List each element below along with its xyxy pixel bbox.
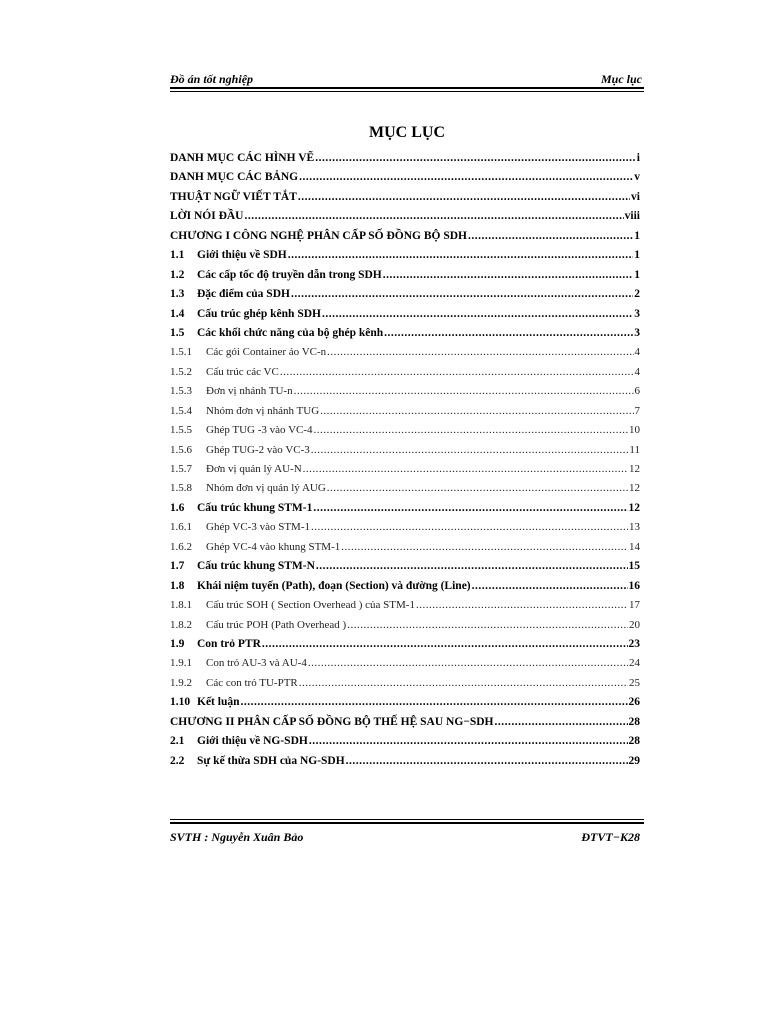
- toc-entry-page: i: [636, 152, 640, 164]
- footer-left-text: SVTH : Nguyễn Xuân Bảo: [170, 830, 304, 844]
- toc-entry-page: 1: [634, 229, 640, 242]
- toc-entry-title: DANH MỤC CÁC BẢNG: [170, 171, 299, 184]
- toc-leader-dots: [316, 560, 628, 572]
- toc-entry[interactable]: [170, 560, 640, 579]
- toc-entry-number: 1.5: [170, 326, 185, 339]
- toc-entry-number: 1.1: [170, 249, 185, 262]
- toc-leader-dots: [327, 482, 628, 494]
- footer-rule-thin: [170, 819, 644, 820]
- toc-entry-number: 1.6.2: [170, 540, 192, 553]
- toc-entry-page: 2: [634, 288, 640, 301]
- toc-entry[interactable]: [170, 230, 640, 249]
- toc-entry-number: 1.9: [170, 637, 185, 650]
- toc-entry-title: Đơn vị quản lý AU-N: [206, 463, 302, 475]
- toc-entry-title: Con trỏ AU-3 và AU-4: [206, 657, 307, 670]
- toc-entry-number: 1.5.3: [170, 385, 192, 398]
- toc-entry-page: 17: [629, 599, 640, 612]
- toc-entry-number: 2.2: [170, 754, 185, 767]
- toc-leader-dots: [294, 385, 634, 397]
- toc-entry-page: 23: [628, 637, 640, 650]
- toc-entry-title: LỜI NÓI ĐẦU: [170, 210, 244, 223]
- toc-entry[interactable]: [170, 269, 640, 288]
- toc-entry[interactable]: [170, 541, 640, 560]
- toc-entry-page: 1: [634, 249, 640, 262]
- toc-entry-number: 1.4: [170, 307, 185, 320]
- toc-leader-dots: [347, 619, 628, 631]
- toc-entry[interactable]: [170, 191, 640, 210]
- toc-entry-title: Nhóm đơn vị nhánh TUG: [206, 404, 320, 417]
- toc-leader-dots: [346, 755, 628, 767]
- toc-entry-page: viii: [624, 210, 640, 223]
- toc-leader-dots: [244, 210, 623, 222]
- toc-entry-title: Kết luận: [197, 696, 240, 709]
- toc-entry-page: 16: [628, 579, 640, 592]
- toc-leader-dots: [416, 599, 628, 611]
- toc-entry-title: Con trỏ PTR: [197, 637, 261, 650]
- toc-entry-title: Khái niệm tuyến (Path), đoạn (Section) và đường (Line): [197, 579, 471, 592]
- toc-entry-number: 1.8.1: [170, 599, 192, 612]
- toc-leader-dots: [308, 657, 628, 669]
- toc-entry-number: 1.5.8: [170, 482, 192, 495]
- toc-entry-number: 1.5.5: [170, 424, 192, 437]
- toc-entry[interactable]: [170, 599, 640, 618]
- toc-entry[interactable]: [170, 288, 640, 307]
- toc-entry-title: Cấu trúc POH (Path Overhead ): [206, 618, 347, 631]
- toc-entry[interactable]: [170, 346, 640, 365]
- toc-entry-page: 28: [628, 735, 640, 748]
- toc-entry[interactable]: [170, 735, 640, 754]
- toc-entry[interactable]: [170, 308, 640, 327]
- toc-entry[interactable]: [170, 716, 640, 735]
- toc-entry-title: Các con trỏ TU-PTR: [206, 676, 298, 689]
- toc-entry[interactable]: [170, 755, 640, 774]
- toc-entry-title: DANH MỤC CÁC HÌNH VẼ: [170, 152, 315, 164]
- toc-entry-title: Ghép TUG-2 vào VC-3: [206, 443, 310, 456]
- toc-leader-dots: [299, 677, 628, 689]
- toc-leader-dots: [314, 424, 628, 436]
- toc-entry-title: Ghép TUG -3 vào VC-4: [206, 424, 313, 437]
- toc-entry-title: Cấu trúc khung STM-1: [197, 501, 313, 514]
- toc-entry-page: 7: [634, 404, 640, 417]
- toc-leader-dots: [383, 269, 633, 281]
- toc-entry-title: Sự kế thừa SDH của NG-SDH: [197, 754, 345, 767]
- toc-entry-page: 3: [634, 307, 640, 320]
- toc-leader-dots: [280, 366, 634, 378]
- toc-entry-number: 1.6.1: [170, 521, 192, 534]
- toc-entry-title: CHƯƠNG II PHÂN CẤP SỐ ĐỒNG BỘ THẾ HỆ SAU NG−SDH: [170, 715, 494, 728]
- toc-entry[interactable]: [170, 171, 640, 190]
- toc-entry-number: 1.9.2: [170, 676, 192, 689]
- toc-entry-title: Cấu trúc SOH ( Section Overhead ) của STM-1: [206, 599, 415, 612]
- toc-leader-dots: [299, 171, 633, 183]
- toc-leader-dots: [468, 230, 633, 242]
- toc-entry-title: Giới thiệu về SDH: [197, 249, 287, 262]
- toc-leader-dots: [494, 716, 627, 728]
- toc-entry-number: 1.5.1: [170, 346, 192, 359]
- toc-entry[interactable]: [170, 210, 640, 229]
- toc-entry-title: Các cấp tốc độ truyền dẫn trong SDH: [197, 268, 382, 281]
- toc-entry-title: Cấu trúc ghép kênh SDH: [197, 307, 321, 320]
- toc-entry[interactable]: [170, 405, 640, 424]
- toc-entry-number: 1.5.4: [170, 404, 192, 417]
- toc-entry[interactable]: [170, 482, 640, 501]
- toc-entry-title: Cấu trúc các VC: [206, 365, 279, 378]
- toc-entry-title: Các gói Container ảo VC-n: [206, 346, 327, 359]
- toc-entry[interactable]: [170, 580, 640, 599]
- toc-entry-title: Đặc điểm của SDH: [197, 288, 290, 301]
- toc-entry[interactable]: [170, 424, 640, 443]
- toc-entry-title: THUẬT NGỮ VIẾT TẮT: [170, 190, 297, 203]
- toc-entry-page: 25: [629, 676, 640, 689]
- toc-entry-number: 1.7: [170, 560, 185, 573]
- toc-leader-dots: [315, 152, 636, 164]
- toc-entry-number: 2.1: [170, 735, 185, 748]
- toc-entry-page: 26: [628, 696, 640, 709]
- toc-entry-page: v: [634, 171, 640, 184]
- page-title: MỤC LỤC: [369, 124, 445, 141]
- toc-leader-dots: [384, 327, 633, 339]
- toc-leader-dots: [341, 541, 628, 553]
- toc-leader-dots: [322, 308, 633, 320]
- toc-leader-dots: [327, 346, 633, 358]
- toc-entry-number: 1.5.7: [170, 463, 192, 475]
- toc-leader-dots: [298, 191, 630, 203]
- toc-entry-page: 10: [629, 424, 640, 437]
- toc-entry[interactable]: [170, 521, 640, 540]
- toc-entry-page: 20: [629, 618, 640, 631]
- toc-entry-page: 14: [629, 540, 640, 553]
- toc-entry[interactable]: [170, 463, 640, 482]
- toc-entry-page: vi: [631, 190, 640, 203]
- toc-entry[interactable]: [170, 502, 640, 521]
- toc-entry[interactable]: [170, 327, 640, 346]
- toc-entry-number: 1.10: [170, 696, 191, 709]
- toc-entry-page: 12: [629, 463, 640, 475]
- toc-leader-dots: [313, 502, 627, 514]
- toc-entry[interactable]: [170, 444, 640, 463]
- toc-entry-title: Ghép VC-3 vào STM-1: [206, 521, 310, 534]
- footer-rule: [170, 822, 644, 824]
- toc-leader-dots: [241, 696, 628, 708]
- toc-entry[interactable]: [170, 249, 640, 268]
- table-of-contents: [170, 152, 640, 774]
- toc-leader-dots: [311, 521, 628, 533]
- toc-entry-page: 6: [634, 385, 640, 398]
- toc-entry-page: 4: [634, 365, 640, 378]
- header-right-text: Mục lục: [600, 72, 642, 86]
- toc-leader-dots: [472, 580, 628, 592]
- toc-entry-number: 1.5.6: [170, 443, 192, 456]
- toc-entry[interactable]: [170, 385, 640, 404]
- toc-entry[interactable]: [170, 677, 640, 696]
- toc-entry-number: 1.3: [170, 288, 185, 301]
- header-rule-thin: [170, 91, 644, 92]
- toc-entry-title: Nhóm đơn vị quản lý AUG: [206, 482, 326, 495]
- toc-entry-page: 1: [634, 268, 640, 281]
- toc-entry-title: Các khối chức năng của bộ ghép kênh: [197, 326, 384, 339]
- toc-entry-title: Giới thiệu về NG-SDH: [197, 735, 308, 748]
- toc-entry[interactable]: [170, 366, 640, 385]
- toc-entry-page: 11: [629, 443, 640, 456]
- toc-entry-number: 1.2: [170, 268, 185, 281]
- toc-leader-dots: [288, 249, 634, 261]
- toc-leader-dots: [303, 463, 628, 475]
- toc-entry[interactable]: [170, 657, 640, 676]
- toc-entry-title: Đơn vị nhánh TU-n: [206, 385, 293, 398]
- toc-entry-page: 28: [628, 715, 640, 728]
- toc-leader-dots: [320, 405, 633, 417]
- toc-entry[interactable]: [170, 638, 640, 657]
- toc-entry-number: 1.8.2: [170, 618, 192, 631]
- toc-leader-dots: [311, 444, 629, 456]
- toc-entry-page: 15: [628, 560, 640, 573]
- toc-entry-title: CHƯƠNG I CÔNG NGHỆ PHÂN CẤP SỐ ĐỒNG BỘ SDH: [170, 229, 467, 242]
- footer-right-text: ĐTVT−K28: [581, 830, 640, 844]
- toc-entry-page: 29: [628, 754, 640, 767]
- page-footer: [170, 830, 644, 848]
- toc-entry-page: 13: [629, 521, 640, 534]
- toc-entry-number: 1.6: [170, 501, 185, 514]
- toc-entry-page: 12: [628, 501, 640, 514]
- toc-entry-number: 1.8: [170, 579, 185, 592]
- toc-entry-page: 4: [634, 346, 640, 359]
- toc-entry[interactable]: [170, 696, 640, 715]
- toc-leader-dots: [262, 638, 628, 650]
- toc-entry[interactable]: [170, 619, 640, 638]
- toc-entry[interactable]: [170, 152, 640, 171]
- toc-entry-page: 12: [629, 482, 640, 495]
- page-header: [170, 70, 644, 88]
- toc-entry-number: 1.9.1: [170, 657, 192, 670]
- header-rule: [170, 87, 644, 89]
- header-left-text: Đồ án tốt nghiệp: [170, 72, 254, 86]
- toc-entry-title: Cấu trúc khung STM-N: [197, 560, 315, 573]
- toc-entry-number: 1.5.2: [170, 365, 192, 378]
- toc-entry-title: Ghép VC-4 vào khung STM-1: [206, 540, 341, 553]
- toc-entry-page: 3: [634, 326, 640, 339]
- toc-entry-page: 24: [629, 657, 640, 670]
- toc-leader-dots: [291, 288, 633, 300]
- toc-leader-dots: [309, 735, 628, 747]
